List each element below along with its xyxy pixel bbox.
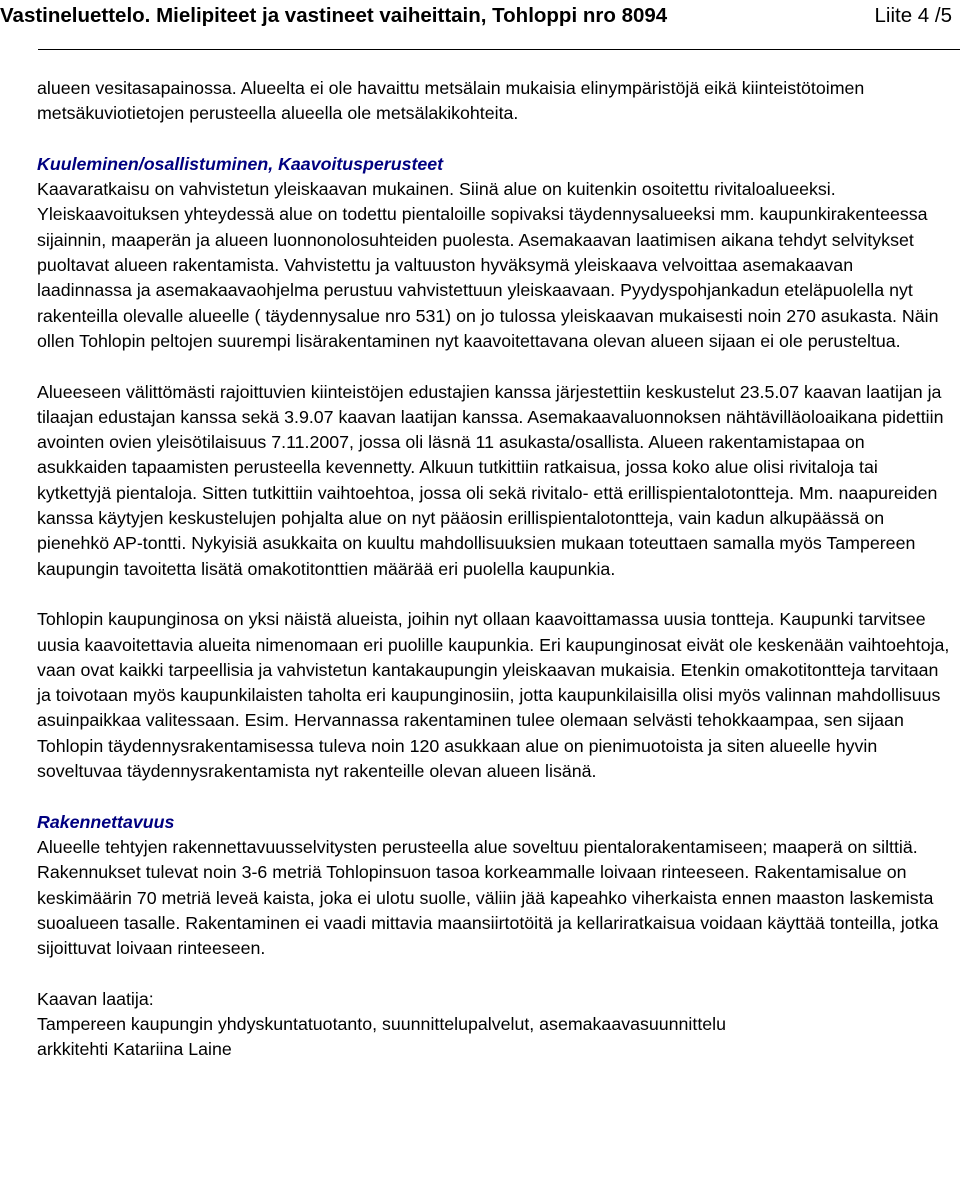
paragraph-spacer xyxy=(37,961,952,986)
document-body xyxy=(37,76,952,1063)
page-header xyxy=(0,0,960,60)
paragraph-spacer xyxy=(37,582,952,607)
signature-organization: Tampereen kaupungin yhdyskuntatuotanto, suunnittelupalvelut, asemakaavasuunnittelu xyxy=(37,1013,726,1034)
document-title: Vastineluettelo. Mielipiteet ja vastineet vaiheittain, Tohloppi nro 8094 xyxy=(0,4,668,27)
paragraph-rakennettavuus: Alueelle tehtyjen rakennettavuusselvitysten perusteella alue soveltuu pientalorakentamiseen; maaperä on silttiä. Rakennukset tulevat noin 3-6 metriä Tohlopinsuon tasoa korkeammalle loivaan rinteeseen. Rakentamisalue on keskimäärin 70 metriä leveä kaista, joka ei ulotu suolle, väliin jää kapeahko viherkaista ennen maaston laskemista suoalueen tasalle. Rakentaminen ei vaadi mittavia maansiirtotöitä ja kellariratkaisua voidaan käyttää tonteilla, jotka sijoittuvat loivaan rinteeseen. xyxy=(37,836,939,959)
paragraph-spacer xyxy=(37,354,952,379)
section-heading-rakennettavuus: Rakennettavuus xyxy=(37,811,175,832)
paragraph-spacer xyxy=(37,127,952,152)
signature-label: Kaavan laatija: xyxy=(37,988,154,1009)
signature-author: arkkitehti Katariina Laine xyxy=(37,1039,232,1060)
section-heading-kuuleminen: Kuuleminen/osallistuminen, Kaavoitusperusteet xyxy=(37,153,444,174)
paragraph-tohlopin-kaupunginosa: Tohlopin kaupunginosa on yksi näistä alueista, joihin nyt ollaan kaavoittamassa uusia tontteja. Kaupunki tarvitsee uusia kaavoitettavia alueita nimenomaan eri puolille kaupunkia. Eri kaupunginosat eivät ole keskenään vaihtoehtoja, vaan ovat kaikki tarpeellisia ja vahvistetun kantakaupungin yleiskaavan mukaisia. Etenkin omakotitontteja tarvitaan ja toivotaan myös kaupunkilaisten taholta eri kaupunginosiin, jotta kaupunkilaisilla olisi myös valinnan mahdollisuus asuinpaikkaa valitessaan. Esim. Hervannassa rakentaminen tulee olemaan selvästi tehokkaampaa, sen sijaan Tohlopin täydennysrakentamisessa tuleva noin 120 asukkaan alue on pienimuotoista ja siten alueelle hyvin soveltuvaa täydennysrakentamista nyt rakenteille olevan alueen lisänä. xyxy=(37,609,950,782)
paragraph-kaavaratkaisu: Kaavaratkaisu on vahvistetun yleiskaavan mukainen. Siinä alue on kuitenkin osoitettu rivitaloalueeksi. Yleiskaavoituksen yhteydessä alue on todettu pientaloille sopivaksi täydennysalueeksi mm. kaupunkirakenteessa sijainnin, maaperän ja alueen luonnonolosuhteiden puolesta. Asemakaavan laatimisen aikana tehdyt selvitykset puoltavat alueen rakentamista. Vahvistettu ja valtuuston hyväksymä yleiskaava velvoittaa asemakaavan laadinnassa ja asemakaavaohjelma perustuu vahvistettuun yleiskaavaan. Pyydyspohjankadun eteläpuolella nyt rakenteilla olevalle alueelle ( täydennysalue nro 531) on jo tulossa yleiskaavan mukaisesti noin 270 asukasta. Näin ollen Tohlopin peltojen suurempi lisärakentaminen nyt kaavoitettavana olevan alueen sijaan ei ole perusteltua. xyxy=(37,179,939,351)
paragraph-keskustelut: Alueeseen välittömästi rajoittuvien kiinteistöjen edustajien kanssa järjestettiin keskustelut 23.5.07 kaavan laatijan ja tilaajan edustajan kanssa sekä 3.9.07 kaavan laatijan kanssa. Asemakaavaluonnoksen nähtävilläoloaikana pidettiin avointen ovien yleisötilaisuus 7.11.2007, jossa oli läsnä 11 asukasta/osallista. Alueen rakentamistapaa on asukkaiden tapaamisten perusteella kevennetty. Alkuun tutkittiin ratkaisua, jossa koko alue olisi rivitaloja tai kytkettyjä pientaloja. Sitten tutkittiin vaihtoehtoa, jossa oli sekä rivitalo- että erillispientalotontteja. Mm. naapureiden kanssa käytyjen keskustelujen pohjalta alue on nyt pääosin erillispientalotontteja, vain kadun alkupäässä on pienehkö AP-tontti. Nykyisiä asukkaita on kuultu mahdollisuuksien mukaan toteuttaen samalla myös Tampereen kaupungin tavoitetta lisätä omakotitonttien määrää eri puolella kaupunkia. xyxy=(37,381,944,579)
header-divider xyxy=(38,49,960,50)
paragraph-vesitasapaino: alueen vesitasapainossa. Alueelta ei ole havaittu metsälain mukaisia elinympäristöjä eikä kiinteistötoimen metsäkuviotietojen perusteella alueella ole metsälakikohteita. xyxy=(37,78,865,124)
paragraph-spacer xyxy=(37,784,952,809)
page-number-label: Liite 4 /5 xyxy=(874,4,952,27)
